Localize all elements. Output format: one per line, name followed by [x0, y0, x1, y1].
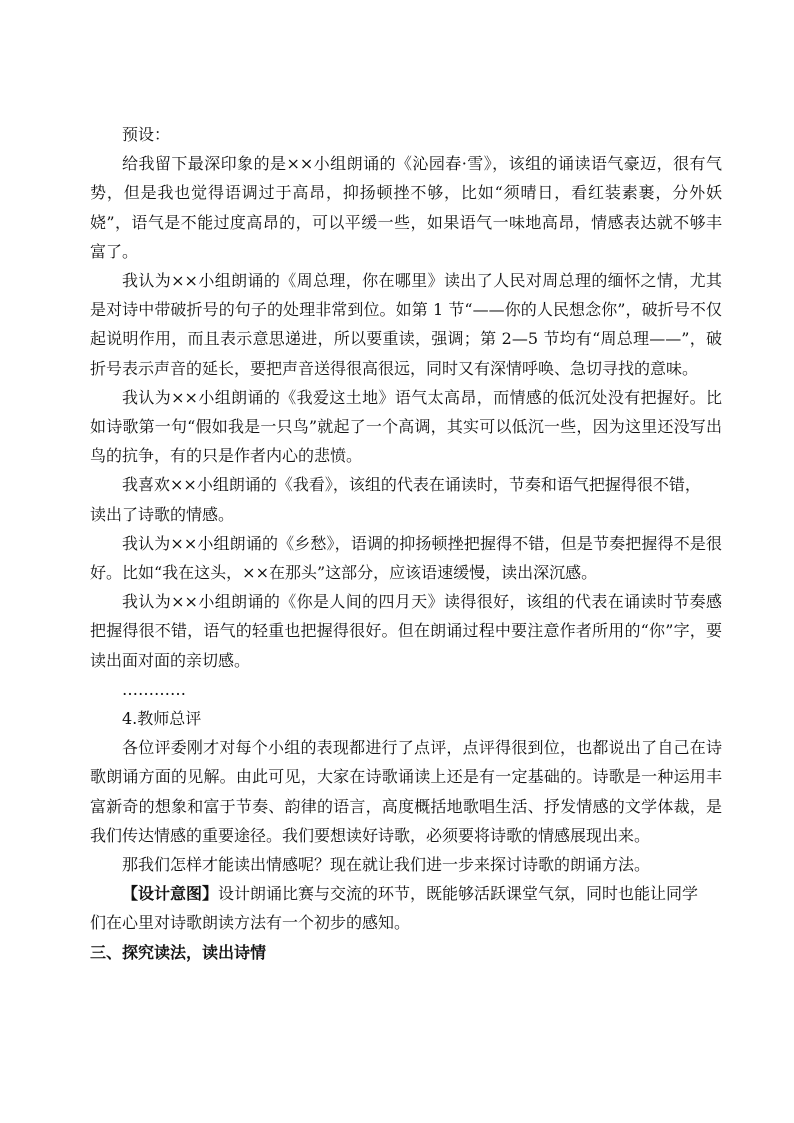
- paragraph-xiangchou: 我认为××小组朗诵的《乡愁》，语调的抑扬顿挫把握得不错，但是节奏把握得不是很好。比如“我在这头，××在那头”这部分，应该语速缓慢，读出深沉感。: [90, 533, 722, 583]
- summary-paragraph-1: 各位评委刚才对每个小组的表现都进行了点评，点评得很到位，也都说出了自己在诗歌朗诵方面的见解。由此可见，大家在诗歌诵读上还是有一定基础的。诗歌是一种运用丰富新奇的想象和富于节奏、韵律的语言，高度概括地歌唱生活、抒发情感的文学体裁，是我们传达情感的重要途径。我们要想读好诗歌，必须要将诗歌的情感展现出来。: [90, 738, 722, 845]
- paragraph-zhouzongli: 我认为××小组朗诵的《周总理，你在哪里》读出了人民对周总理的缅怀之情，尤其是对诗中带破折号的句子的处理非常到位。如第 1 节“——你的人民想念你”，破折号不仅起说明作用，而且表示意思递进，所以要重读，强调；第 2—5 节均有“周总理——”，破折号表示声音的延长，要把声音送得很高很远，同时又有深情呼唤、急切寻找的意味。: [90, 271, 722, 378]
- paragraph-woaizhetudi: 我认为××小组朗诵的《我爱这土地》语气太高昂，而情感的低沉处没有把握好。比如诗歌第一句“假如我是一只鸟”就起了一个高调，其实可以低沉一些，因为这里还没写出鸟的抗争，有的只是作者内心的悲愤。: [90, 387, 722, 466]
- design-intent-paragraph: [90, 879, 722, 908]
- design-intent-label: 【设计意图】: [122, 884, 219, 904]
- design-intent-text: 设计朗诵比赛与交流的环节，既能够活跃课堂气氛，同时也能让同学: [218, 884, 699, 904]
- paragraph-qinyuanchun: 给我留下最深印象的是××小组朗诵的《沁园春·雪》，该组的诵读语气豪迈，很有气势，但是我也觉得语调过于高昂，抑扬顿挫不够，比如“须晴日，看红装素裹，分外妖娆”，语气是不能过度高昂的，可以平缓一些，如果语气一味地高昂，情感表达就不够丰富了。: [90, 154, 722, 261]
- ellipsis-line: …………: [122, 679, 186, 699]
- summary-paragraph-2: 那我们怎样才能读出情感呢？现在就让我们进一步来探讨诗歌的朗诵方法。: [122, 855, 651, 875]
- paragraph-wokan-continuation: 读出了诗歌的情感。: [90, 504, 235, 524]
- paragraph-siyuetian: 我认为××小组朗诵的《你是人间的四月天》读得很好，该组的代表在诵读时节奏感把握得很不错，语气的轻重也把握得很好。但在朗诵过程中要注意作者所用的“你”字，要读出面对面的亲切感。: [90, 592, 722, 670]
- preset-label: 预设：: [122, 125, 171, 144]
- paragraph-wokan: 我喜欢××小组朗诵的《我看》，该组的代表在诵读时，节奏和语气把握得很不错，: [122, 475, 701, 495]
- section-3-heading: 三、探究读法，读出诗情: [90, 942, 267, 962]
- design-intent-continuation: 们在心里对诗歌朗读方法有一个初步的感知。: [90, 913, 411, 933]
- document-body: [90, 120, 722, 967]
- section-4-title: 4.教师总评: [122, 709, 202, 729]
